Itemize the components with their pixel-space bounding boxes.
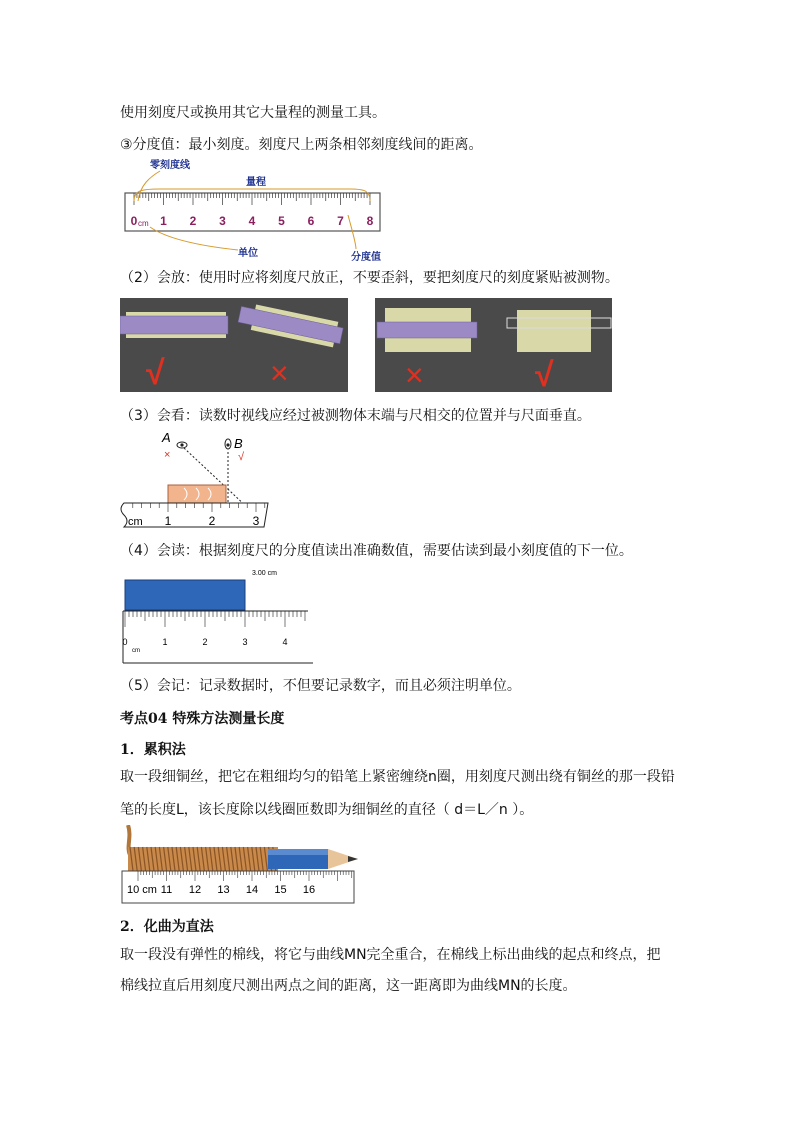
cross-mark: × (270, 355, 289, 391)
cm-label: cm (132, 648, 140, 654)
ruler-number: 0 (122, 637, 128, 647)
pencil-wire-diagram (118, 825, 363, 907)
paragraph-accumulation-1: 取一段细铜丝，把它在粗细均匀的铅笔上紧密缠绕n圈，用刻度尺测出绕有铜丝的那一段铅 (120, 769, 675, 785)
viewing-angle-diagram (118, 430, 278, 530)
range-label: 量程 (246, 177, 266, 188)
contact-correct-wrong-photo (375, 298, 612, 392)
reading-diagram (118, 565, 318, 665)
paragraph-accumulation-2: 笔的长度L，该长度除以线圈匝数即为细铜丝的直径（ d＝L／n ）。 (120, 802, 534, 818)
ruler-number: 8 (366, 214, 374, 228)
check-mark: √ (535, 356, 554, 392)
ruler-number: 7 (337, 214, 344, 228)
cm-label: cm (138, 219, 149, 228)
ruler-number: 14 (245, 884, 259, 896)
text-line-5: （4）会读：根据刻度尺的分度值读出准确数值，需要估读到最小刻度值的下一位。 (120, 543, 633, 559)
unit-label: 单位 (238, 248, 258, 259)
text-line-6: （5）会记：记录数据时，不但要记录数字，而且必须注明单位。 (120, 678, 521, 694)
ruler-number: 6 (307, 214, 315, 228)
ruler-number: 2 (208, 514, 216, 528)
ruler-number: 10 cm (127, 884, 157, 896)
text-line-3: （2）会放：使用时应将刻度尺放正，不要歪斜，要把刻度尺的刻度紧贴被测物。 (120, 270, 619, 286)
ruler-number: 3 (242, 637, 248, 647)
paragraph-curve-1: 取一段没有弹性的棉线，将它与曲线MN完全重合，在棉线上标出曲线的起点和终点，把 (120, 947, 661, 963)
check-mark: √ (238, 451, 245, 463)
division-label: 分度值 (351, 252, 381, 263)
reading-value: 3.00 cm (252, 570, 277, 577)
ruler-number: 4 (282, 637, 288, 647)
check-mark: √ (146, 354, 165, 392)
ruler-number: 12 (188, 884, 202, 896)
cross-mark: × (405, 357, 424, 392)
ruler-number: 15 (274, 884, 287, 896)
ruler-diagram (120, 155, 390, 265)
ruler-number: 4 (248, 214, 256, 228)
ruler-number: 2 (202, 637, 208, 647)
ruler-number: 3 (252, 514, 260, 528)
section-heading: 考点04 特殊方法测量长度 (120, 711, 285, 727)
text-line-4: （3）会看：读数时视线应经过被测物体末端与尺相交的位置并与尺面垂直。 (120, 408, 591, 424)
cross-mark: × (164, 449, 171, 461)
ruler-number: 1 (162, 637, 168, 647)
ruler-number: 1 (164, 514, 172, 528)
paragraph-curve-2: 棉线拉直后用刻度尺测出两点之间的距离，这一距离即为曲线MN的长度。 (120, 978, 577, 994)
ruler-number: 0 (130, 214, 138, 228)
ruler-number: 13 (217, 884, 230, 896)
cm-label: cm (128, 516, 143, 528)
ruler-number: 2 (189, 214, 197, 228)
ruler-number: 3 (219, 214, 226, 228)
placement-correct-wrong-photo (120, 298, 348, 392)
eye-b-label: B (234, 436, 243, 451)
ruler-number: 1 (160, 214, 167, 228)
subheading-curve-to-straight: 2．化曲为直法 (120, 919, 214, 935)
subheading-accumulation: 1．累积法 (120, 742, 186, 758)
text-line-1: 使用刻度尺或换用其它大量程的测量工具。 (120, 105, 386, 121)
ruler-number: 11 (160, 884, 173, 896)
zero-line-label: 零刻度线 (150, 160, 190, 171)
ruler-number: 5 (278, 214, 285, 228)
ruler-number: 16 (302, 884, 316, 896)
text-line-2: ③分度值：最小刻度。刻度尺上两条相邻刻度线间的距离。 (120, 137, 483, 153)
eye-a-label: A (162, 430, 171, 445)
